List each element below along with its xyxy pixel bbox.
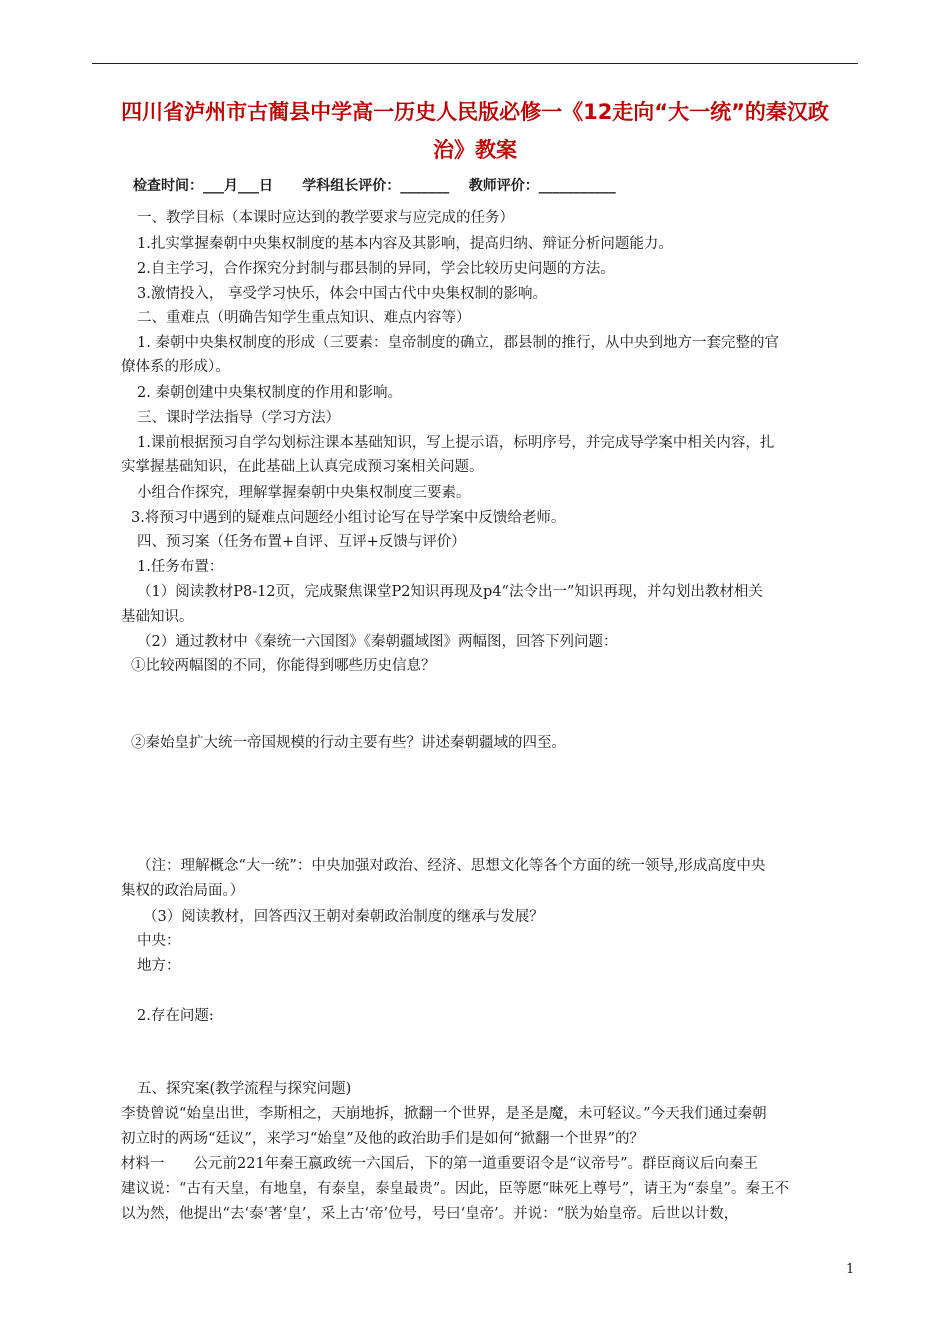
paragraph-line: 以为然，他提出“去‘泰’著‘皇’，采上古‘帝’位号，号曰‘皇帝’。并说：“朕为始皇帝。后世以计数，: [121, 1206, 739, 1222]
paragraph-line: 3.激情投入， 享受学习快乐，体会中国古代中央集权制的影响。: [137, 286, 547, 302]
header-rule: [92, 63, 858, 64]
page-number: 1: [846, 1262, 855, 1277]
paragraph-line: （1）阅读教材P8-12页，完成聚焦课堂P2知识再现及p4“法令出一”知识再现，并勾划出教材相关: [137, 584, 763, 600]
answer-label-local: 地方：: [137, 958, 181, 974]
note-line: （注：理解概念“大一统”：中央加强对政治、经济、思想文化等各个方面的统一领导,形成高度中央: [137, 858, 766, 874]
paragraph-line: 2.自主学习，合作探究分封制与郡县制的异同，学会比较历史问题的方法。: [137, 261, 615, 277]
paragraph-line: 李贽曾说“始皇出世，李斯相之，天崩地拆，掀翻一个世界，是圣是魔，未可轻议。”今天我们通过秦朝: [121, 1106, 767, 1122]
section-heading-methods: 三、课时学法指导（学习方法）: [137, 410, 340, 426]
paragraph-line: 3.将预习中遇到的疑难点问题经小组讨论写在导学案中反馈给老师。: [131, 510, 566, 526]
paragraph-line: 1.课前根据预习自学勾划标注课本基础知识，写上提示语，标明序号，并完成导学案中相关内容，扎: [137, 435, 775, 451]
section-heading-inquiry: 五、探究案(教学流程与探究问题): [137, 1081, 352, 1097]
paragraph-line: 实掌握基础知识，在此基础上认真完成预习案相关问题。: [121, 459, 484, 475]
document-title-line1: 四川省泸州市古蔺县中学高一历史人民版必修一《12走向“大一统”的秦汉政: [121, 100, 829, 124]
note-line: 集权的政治局面。）: [121, 883, 245, 899]
section-heading-objectives: 一、教学目标（本课时应达到的教学要求与应完成的任务）: [137, 210, 514, 226]
document-title-line2: 治》教案: [433, 138, 517, 162]
paragraph-line: 基础知识。: [121, 609, 194, 625]
paragraph-line: 材料一 公元前221年秦王嬴政统一六国后，下的第一道重要诏令是“议帝号”。群臣商议后向秦王: [121, 1156, 758, 1172]
section-heading-key-points: 二、重难点（明确告知学生重点知识、难点内容等）: [137, 310, 471, 326]
paragraph-line: 1. 秦朝中央集权制度的形成（三要素：皇帝制度的确立，郡县制的推行，从中央到地方一套完整的官: [137, 335, 779, 351]
paragraph-line: 建议说：“古有天皇，有地皇，有泰皇，泰皇最贵”。因此，臣等愿“昧死上尊号”，请王为“泰皇”。秦王不: [121, 1181, 789, 1197]
paragraph-line: 初立时的两场“廷议”，来学习“始皇”及他的政治助手们是如何“掀翻一个世界”的？: [121, 1131, 644, 1147]
paragraph-line: 小组合作探究，理解掌握秦朝中央集权制度三要素。: [137, 485, 471, 501]
paragraph-line: 2. 秦朝创建中央集权制度的作用和影响。: [137, 385, 402, 401]
paragraph-line: 1.任务布置：: [137, 559, 224, 575]
question-line: ②秦始皇扩大统一帝国规模的行动主要有些？讲述秦朝疆域的四至。: [131, 735, 566, 751]
paragraph-line: 2.存在问题:: [137, 1008, 214, 1024]
paragraph-line: 1.扎实掌握秦朝中央集权制度的基本内容及其影响，提高归纳、辩证分析问题能力。: [137, 236, 673, 252]
paragraph-line: （3）阅读教材，回答西汉王朝对秦朝政治制度的继承与发展？: [143, 909, 544, 925]
paragraph-line: （2）通过教材中《秦统一六国图》《秦朝疆域图》两幅图，回答下列问题：: [137, 634, 618, 650]
section-heading-preview: 四、预习案（任务布置+自评、互评+反馈与评价）: [137, 534, 466, 550]
paragraph-line: 僚体系的形成）。: [121, 359, 230, 375]
question-line: ①比较两幅图的不同，你能得到哪些历史信息？: [131, 658, 436, 674]
answer-label-central: 中央：: [137, 933, 181, 949]
check-evaluation-line: 检查时间：___月___日 学科组长评价：_______ 教师评价：___________: [133, 178, 616, 194]
